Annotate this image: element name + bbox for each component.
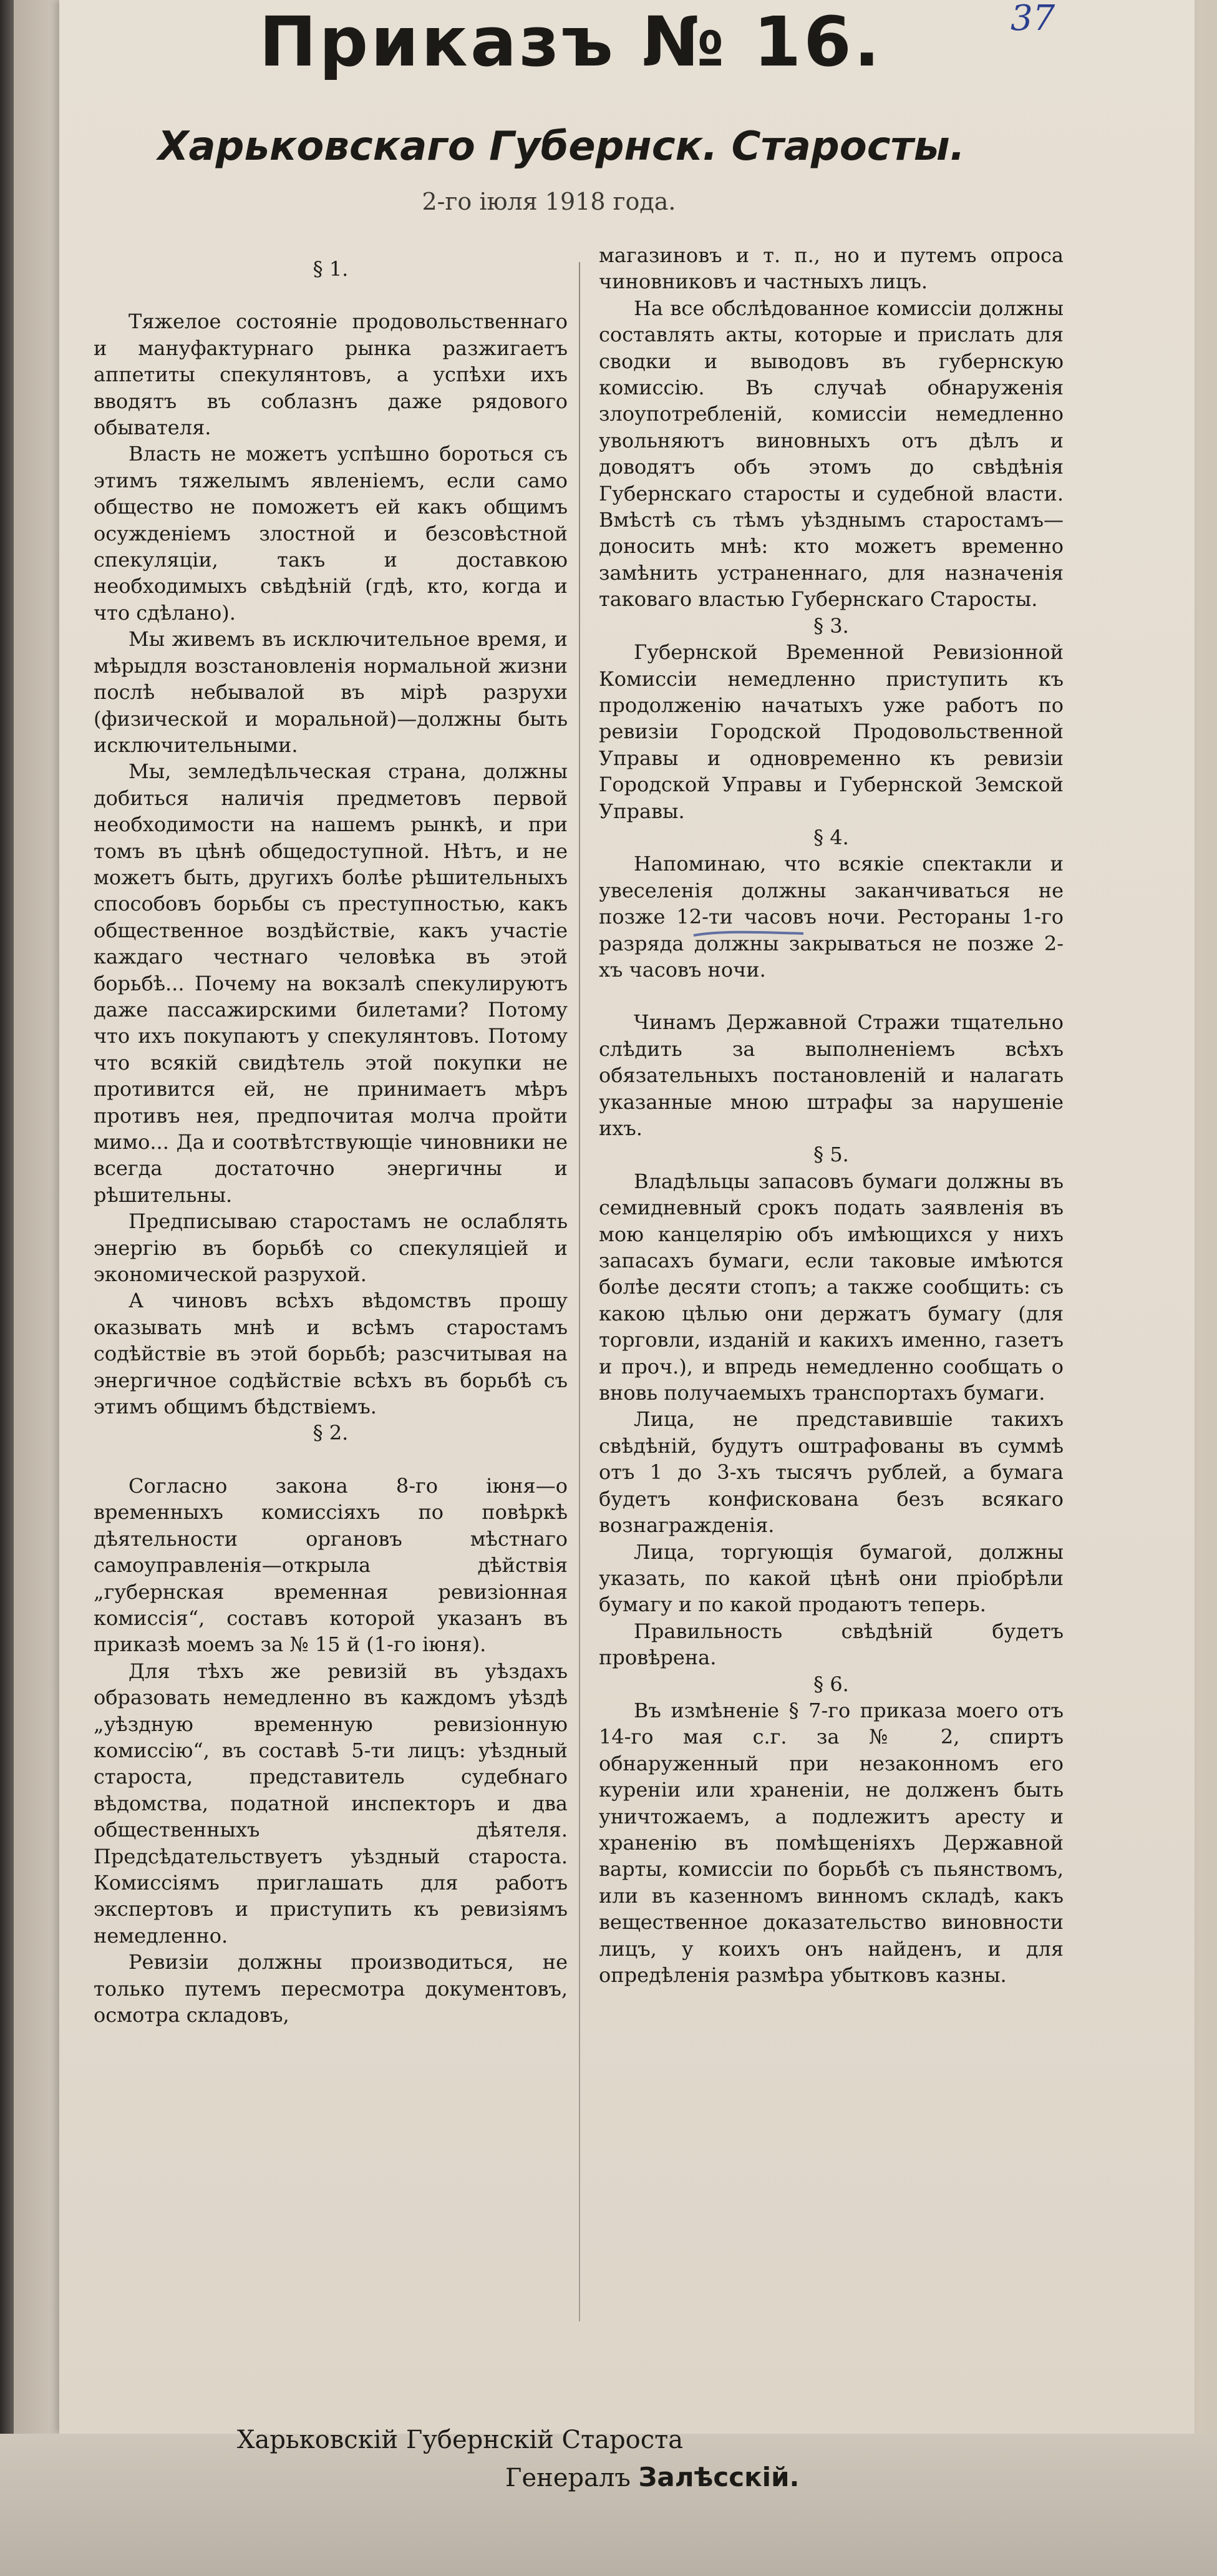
- section-heading: § 3.: [813, 613, 849, 638]
- paragraph: магазиновъ и т. п., но и путемъ опроса чиновниковъ и частныхъ лицъ.: [599, 243, 1064, 294]
- paragraph: Предписываю старостамъ не ослаблять энергiю въ борьбѣ со спекуляцiей и экономической разрухой.: [94, 1209, 568, 1287]
- paragraph: Напоминаю, что всякiе спектакли и увеселенiя должны заканчиваться не позже 12-ти часовъ ночи. Рестораны 1-го разряда должны закрываться не позже 2-хъ часовъ ночи.: [599, 852, 1064, 982]
- document-date: 2-го iюля 1918 года.: [422, 188, 676, 215]
- paragraph: Тяжелое состоянiе продовольственнаго и мануфактурнаго рынка разжигаетъ аппетиты спекулянтовъ, а успѣхи ихъ вводятъ въ соблазнъ даже рядового обывателя.: [94, 310, 568, 440]
- right-column: [599, 242, 1064, 1988]
- paragraph: Въ измѣненiе § 7-го приказа моего отъ 14-го мая с.г. за № 2, спиртъ обнаруженный при незаконномъ его куренiи или храненiи, не долженъ быть уничтожаемъ, а подлежитъ аресту и храненiю въ помѣщенiяхъ Державной варты, комиссiи по борьбѣ съ пьянствомъ, или въ казенномъ винномъ складѣ, какъ вещественное доказательство виновности лицъ, у коихъ онъ найденъ, и для опредѣленiя размѣра убытковъ казны.: [599, 1698, 1064, 1987]
- column-divider: [579, 262, 580, 2321]
- left-column: [94, 256, 568, 2028]
- handwritten-note: 37: [1011, 0, 1055, 39]
- paragraph: Правильность свѣдѣнiй будетъ провѣрена.: [599, 1619, 1064, 1670]
- document-title: Приказъ № 16.: [259, 2, 883, 82]
- paragraph: Согласно закона 8-го iюня—о временныхъ комиссiяхъ по повѣркѣ дѣятельности органовъ мѣстнаго самоуправленiя—открыла дѣйствiя „губернская временная ревизiонная комиссiя“, составъ которой указанъ въ приказѣ моемъ за № 15 й (1-го iюня).: [94, 1473, 568, 1657]
- paragraph: Мы живемъ въ исключительное время, и мѣрыдля возстановленiя нормальной жизни послѣ небывалой въ мiрѣ разрухи (физической и моральной)—должны быть исключительными.: [94, 627, 568, 757]
- signatory-name: Залѣсскiй.: [638, 2462, 800, 2492]
- section-heading: § 4.: [813, 825, 849, 849]
- section-heading: § 5.: [813, 1143, 849, 1167]
- paragraph: Мы, земледѣльческая страна, должны добиться наличiя предметовъ первой необходимости на нашемъ рынкѣ, и при томъ въ цѣнѣ общедоступной. Нѣтъ, и не можетъ быть, другихъ болѣе рѣшительныхъ способовъ борьбы съ преступностью, какъ общественное воздѣйствiе, какъ участiе каждаго честнаго человѣка въ этой борьбѣ... Почему на вокзалѣ спекулируютъ даже пассажирскими билетами? Потому что ихъ покупаютъ у спекулянтовъ. Потому что всякiй свидѣтель этой покупки не противится ей, не принимаетъ мѣръ противъ нея, предпочитая молча пройти мимо... Да и соотвѣтствующiе чиновники не всегда достаточно энергичны и рѣшительны.: [94, 759, 568, 1207]
- paragraph: А чиновъ всѣхъ вѣдомствъ прошу оказывать мнѣ и всѣмъ старостамъ содѣйствiе въ этой борьбѣ; разсчитывая на энергичное содѣйствiе всѣхъ въ борьбѣ съ этимъ общимъ бѣдствiемъ.: [94, 1289, 568, 1419]
- section-heading: § 1.: [313, 257, 349, 281]
- ink-underline-mark: [692, 930, 805, 937]
- signatory-title: Харьковскiй Губернскiй Староста: [237, 2426, 684, 2454]
- section-heading: § 6.: [813, 1672, 849, 1696]
- paragraph: Лица, не представившiе такихъ свѣдѣнiй, будутъ оштрафованы въ суммѣ отъ 1 до 3-хъ тысячъ рублей, а бумага будетъ конфискована безъ всякаго вознагражденiя.: [599, 1407, 1064, 1538]
- signatory-line: [225, 2459, 1098, 2497]
- paragraph: Власть не можетъ успѣшно бороться съ этимъ тяжелымъ явленiемъ, если само общество не поможетъ ей какъ общимъ осужденiемъ злостной и безсовѣстной спекуляцiи, такъ и доставкою необходимыхъ свѣдѣнiй (гдѣ, кто, когда и что сдѣлано).: [94, 442, 568, 625]
- paragraph: Для тѣхъ же ревизiй въ уѣздахъ образовать немедленно въ каждомъ уѣздѣ „уѣздную временную ревизiонную комиссiю“, въ составѣ 5-ти лицъ: уѣздный староста, представитель судебнаго вѣдомства, податной инспекторъ и два общественныхъ дѣятеля. Предсѣдательствуетъ уѣздный староста. Комиссiямъ приглашать для работъ экспертовъ и приступить къ ревизiямъ немедленно.: [94, 1659, 568, 1948]
- paragraph: Владѣльцы запасовъ бумаги должны въ семидневный срокъ подать заявленiя въ мою канцелярiю объ имѣющихся у нихъ запасахъ бумаги, если таковые имѣются болѣе десяти стопъ; а также сообщить: съ какою цѣлью они держатъ бумагу (для торговли, изданiй и какихъ именно, газетъ и проч.), и впредь немедленно сообщать о вновь получаемыхъ транспортахъ бумаги.: [599, 1169, 1064, 1405]
- document-subtitle: Харьковскаго Губернск. Старосты.: [158, 124, 965, 170]
- paragraph: Чинамъ Державной Стражи тщательно слѣдить за выполненiемъ всѣхъ обязательныхъ постановленiй и налагать указанные мною штрафы за нарушенiе ихъ.: [599, 1010, 1064, 1140]
- signatory-rank: Генералъ: [505, 2464, 631, 2492]
- signature-block: [225, 2421, 1098, 2497]
- paragraph: Лица, торгующiя бумагой, должны указать, по какой цѣнѣ они прiобрѣли бумагу и по какой продаютъ теперь.: [599, 1539, 1064, 1617]
- paragraph: Губернской Временной Ревизiонной Комиссiи немедленно приступить къ продолженiю начатыхъ уже работъ по ревизiи Городской Продовольственной Управы и одновременно къ ревизiи Городской Управы и Губернской Земской Управы.: [599, 640, 1064, 823]
- section-heading: § 2.: [313, 1421, 349, 1445]
- paragraph: Ревизiи должны производиться, не только путемъ пересмотра документовъ, осмотра складовъ,: [94, 1950, 568, 2027]
- paragraph: На все обслѣдованное комиссiи должны составлять акты, которые и прислать для сводки и выводовъ въ губернскую комиссiю. Въ случаѣ обнаруженiя злоупотребленiй, комиссiи немедленно увольняютъ виновныхъ отъ дѣлъ и доводятъ объ этомъ до свѣдѣнiя Губернскаго старосты и судебной власти. Вмѣстѣ съ тѣмъ уѣзднымъ старостамъ—доносить мнѣ: кто можетъ временно замѣнить устраненнаго, для назначенiя таковаго властью Губернскаго Старосты.: [599, 296, 1064, 612]
